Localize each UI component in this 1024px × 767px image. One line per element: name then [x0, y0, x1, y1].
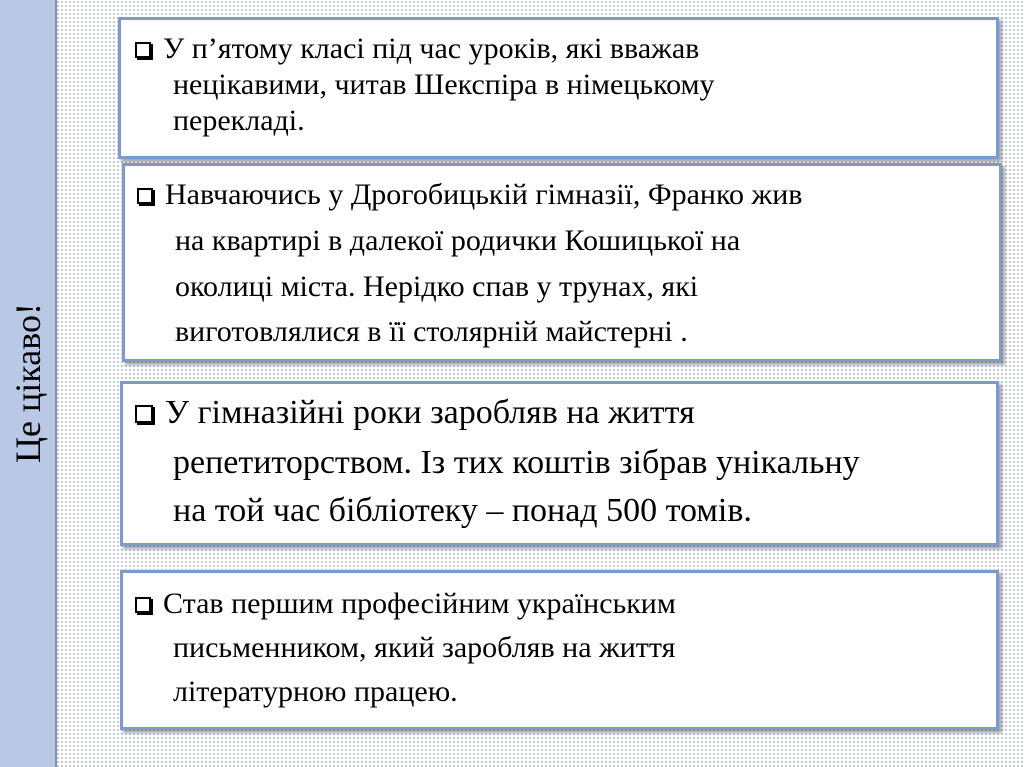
fact-2-text-3: околиці міста. Нерідко спав у трунах, які [175, 270, 699, 303]
fact-3-text-2: репетиторством. Із тих коштів зібрав унікальну [173, 444, 860, 481]
fact-3-text-3: на той час бібліотеку – понад 500 томів. [173, 492, 752, 529]
fact-1-line-2 [173, 68, 715, 102]
fact-2-line-4 [175, 315, 688, 349]
fact-2-line-2 [175, 224, 740, 258]
fact-4-line-1 [135, 587, 676, 621]
fact-card-4 [120, 570, 999, 730]
fact-1-text-2: нецікавими, читав Шекспіра в німецькому [173, 68, 715, 101]
sidebar [0, 0, 57, 767]
fact-3-line-2 [173, 444, 860, 482]
fact-2-text-4: виготовлялися в її столярній майстерні . [175, 315, 688, 348]
fact-3-line-1 [135, 394, 695, 432]
checkbox-bullet-icon [137, 188, 153, 204]
fact-1-line-3 [173, 104, 305, 138]
fact-card-2 [122, 163, 1002, 362]
fact-4-text-3: літературною працею. [173, 675, 458, 708]
fact-4-line-3 [173, 675, 458, 709]
fact-2-text-2: на квартирі в далекої родички Кошицької на [175, 224, 741, 257]
fact-card-1 [118, 17, 999, 159]
checkbox-bullet-icon [135, 597, 151, 613]
fact-4-line-2 [173, 631, 675, 665]
fact-1-text-3: перекладі. [173, 104, 305, 137]
fact-2-line-3 [175, 270, 698, 304]
fact-4-text-1: Став першим професійним українським [163, 587, 676, 620]
fact-3-text-1: У гімназійні роки заробляв на життя [165, 394, 695, 431]
checkbox-bullet-icon [135, 405, 153, 423]
fact-3-line-3 [173, 492, 752, 530]
fact-1-text-1: У п’ятому класі під час уроків, які вважав [163, 32, 700, 65]
fact-2-line-1 [137, 178, 802, 212]
fact-2-text-1: Навчаючись у Дрогобицькій гімназії, Франко жив [165, 178, 803, 211]
checkbox-bullet-icon [135, 42, 151, 58]
fact-1-line-1 [135, 32, 699, 66]
fact-4-text-2: письменником, який заробляв на життя [173, 631, 676, 664]
sidebar-title: Це цікаво! [8, 303, 48, 463]
fact-card-3 [120, 381, 999, 546]
